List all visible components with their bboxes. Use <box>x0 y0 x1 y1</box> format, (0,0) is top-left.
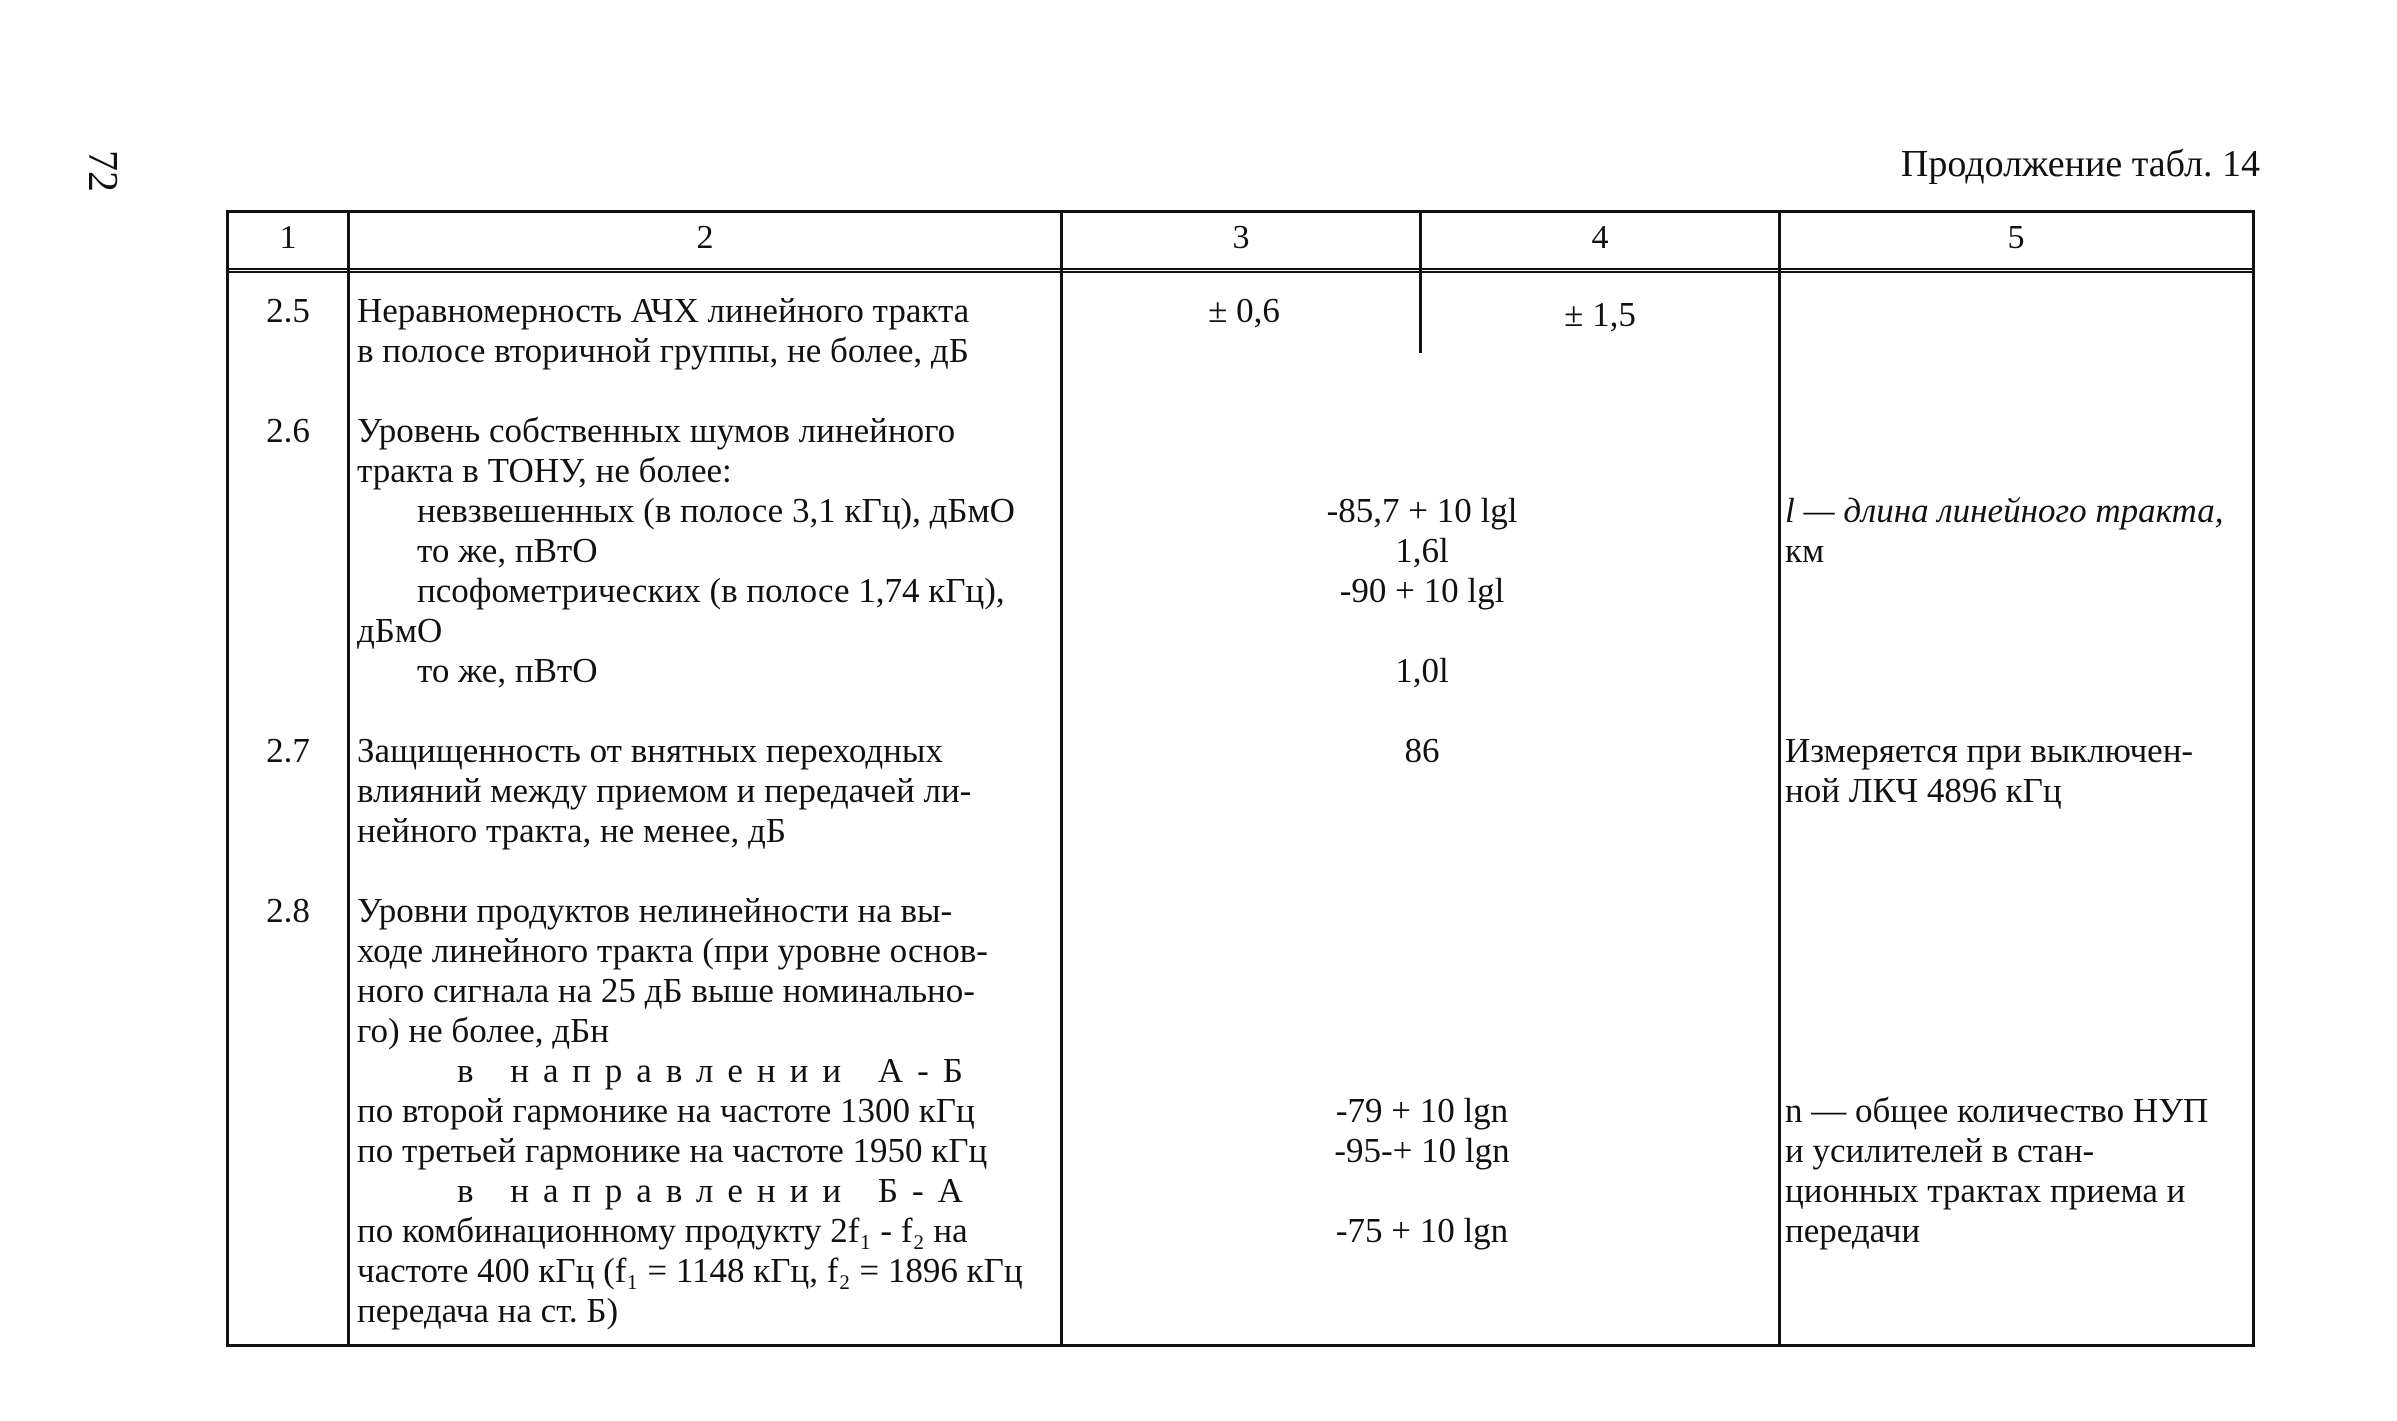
header-col-3: 3 <box>1232 219 1250 256</box>
value-line: -85,7 + 10 lgl <box>1326 491 1518 530</box>
row-description <box>357 731 1057 851</box>
row-description <box>357 891 1057 1331</box>
text-line: по комбинационному продукту 2f₁ - f₂ на <box>357 1211 968 1250</box>
text-line: Измеряется при выключен- <box>1785 731 2194 770</box>
column-divider <box>1778 213 1781 1344</box>
text-line: то же, пВтО <box>417 651 598 690</box>
text-line: Неравномерность АЧХ линейного тракта <box>357 291 970 330</box>
text-line: l — длина линейного тракта, <box>1785 491 2224 530</box>
text-line: псофометрических (в полосе 1,74 кГц), <box>417 571 1005 610</box>
text-line: ходе линейного тракта (при уровне основ- <box>357 931 988 970</box>
header-col-4: 4 <box>1591 219 1609 256</box>
text-line: частоте 400 кГц (f₁ = 1148 кГц, f₂ = 1896 кГц <box>357 1251 1023 1290</box>
text-line: Защищенность от внятных переходных <box>357 731 943 770</box>
column-divider <box>347 213 350 1344</box>
specifications-table <box>226 210 2255 1347</box>
value-line: -90 + 10 lgl <box>1339 571 1505 610</box>
column-divider-short <box>1419 213 1422 353</box>
text-line: в полосе вторичной группы, не более, дБ <box>357 331 969 370</box>
row-number: 2.5 <box>266 291 310 330</box>
row-description <box>357 291 1057 371</box>
text-line: Уровни продуктов нелинейности на вы- <box>357 891 953 930</box>
text-line: передачи <box>1785 1211 1921 1250</box>
text-line: ной ЛКЧ 4896 кГц <box>1785 771 2062 810</box>
value-line: 1,0l <box>1395 651 1449 690</box>
row-number: 2.8 <box>266 891 310 930</box>
header-col-2: 2 <box>696 219 714 256</box>
table-caption: Продолжение табл. 14 <box>1900 143 2260 185</box>
text-line: Уровень собственных шумов линейного <box>357 411 956 450</box>
value-line: -95-+ 10 lgn <box>1334 1131 1510 1170</box>
text-line: нейного тракта, не менее, дБ <box>357 811 786 850</box>
header-col-5: 5 <box>2007 219 2025 256</box>
page-number: 72 <box>79 150 125 192</box>
row-note <box>1785 491 2245 571</box>
text-line: по третьей гармонике на частоте 1950 кГц <box>357 1131 988 1170</box>
value-col-3: ± 0,6 <box>1208 291 1280 330</box>
row-number: 2.6 <box>266 411 310 450</box>
text-line: тракта в ТОНУ, не более: <box>357 451 732 490</box>
text-line: ционных трактах приема и <box>1785 1171 2186 1210</box>
text-line: то же, пВтО <box>417 531 598 570</box>
text-line: влияний между приемом и передачей ли- <box>357 771 972 810</box>
text-line: n — общее количество НУП <box>1785 1091 2209 1130</box>
direction-heading: в направлении Б-А <box>457 1171 977 1210</box>
text-line: ного сигнала на 25 дБ выше номинально- <box>357 971 975 1010</box>
value-col-4: ± 1,5 <box>1564 295 1636 334</box>
row-description <box>357 411 1057 691</box>
text-line: по второй гармонике на частоте 1300 кГц <box>357 1091 975 1130</box>
value-line: -79 + 10 lgn <box>1335 1091 1509 1130</box>
row-note <box>1785 731 2245 811</box>
text-line: передача на ст. Б) <box>357 1291 619 1330</box>
text-line: и усилителей в стан- <box>1785 1131 2095 1170</box>
text-line: дБмО <box>357 611 443 650</box>
text-line: км <box>1785 531 1825 570</box>
row-note <box>1785 1091 2245 1251</box>
value-line: 1,6l <box>1395 531 1449 570</box>
direction-heading: в направлении А-Б <box>457 1051 977 1090</box>
value-line: -75 + 10 lgn <box>1335 1211 1509 1250</box>
value-col-3-4 <box>1069 1091 1775 1251</box>
text-line: го) не более, дБн <box>357 1011 609 1050</box>
text-line: невзвешенных (в полосе 3,1 кГц), дБмО <box>417 491 1015 530</box>
value-col-3-4: 86 <box>1404 731 1440 770</box>
row-number: 2.7 <box>266 731 310 770</box>
value-col-3-4 <box>1069 491 1775 691</box>
column-divider <box>1060 213 1063 1344</box>
table-header <box>229 213 2252 273</box>
header-col-1: 1 <box>279 219 297 256</box>
